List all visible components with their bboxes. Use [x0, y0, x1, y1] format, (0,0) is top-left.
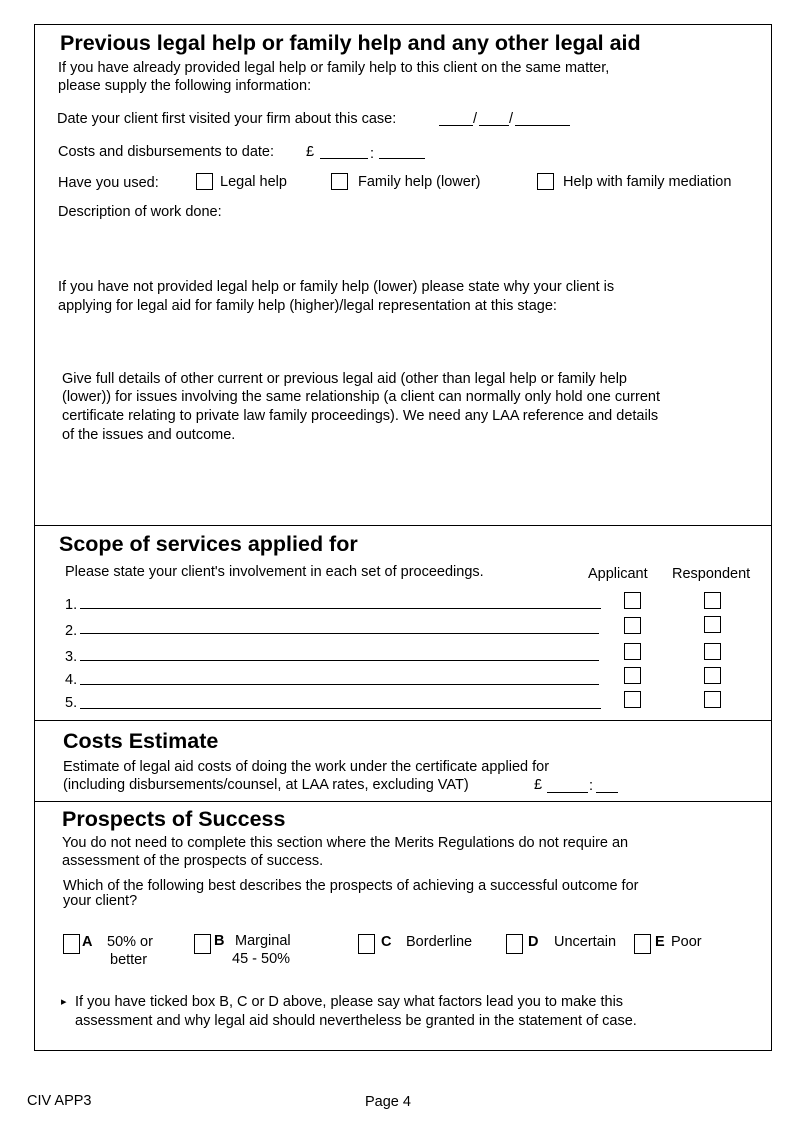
costs-heading: Costs Estimate [63, 729, 219, 753]
legal-help-checkbox[interactable] [196, 173, 213, 190]
scope-row-field-2[interactable] [80, 633, 599, 634]
page-number: Page 4 [365, 1094, 411, 1110]
prospect-b-label-line2: 45 - 50% [232, 951, 291, 967]
previous-intro-line2: please supply the following information: [58, 78, 312, 94]
family-mediation-checkbox[interactable] [537, 173, 554, 190]
prospects-question-line1: Which of the following best describes the prospects of achieving a successful outcome for [63, 878, 639, 894]
prospect-a-letter: A [82, 934, 93, 950]
form-code: CIV APP3 [27, 1093, 92, 1109]
scope-row-4-applicant-checkbox[interactable] [624, 667, 641, 684]
scope-row-number: 1. [65, 597, 78, 613]
not-provided-line2: applying for legal aid for family help (higher)/legal representation at this stage: [58, 298, 557, 314]
prospects-heading: Prospects of Success [62, 807, 286, 831]
applicant-column-header: Applicant [588, 566, 648, 582]
costs-to-date-currency: £ [306, 144, 315, 160]
costs-sep: : [589, 778, 594, 794]
other-aid-line2: (lower)) for issues involving the same relationship (a client can normally only hold one current [62, 389, 660, 405]
other-aid-line4: of the issues and outcome. [62, 427, 236, 443]
prospect-d-letter: D [528, 934, 539, 950]
prospect-b-label: Marginal [235, 933, 291, 949]
prospects-note-line2: assessment and why legal aid should nevertheless be granted in the statement of case. [75, 1013, 637, 1029]
description-label: Description of work done: [58, 204, 222, 220]
prospects-intro-line2: assessment of the prospects of success. [62, 853, 324, 869]
family-mediation-label: Help with family mediation [563, 174, 732, 190]
date-sep1: / [473, 111, 478, 127]
scope-row-5-applicant-checkbox[interactable] [624, 691, 641, 708]
prospect-c-label: Borderline [406, 934, 473, 950]
prospects-note-line1: If you have ticked box B, C or D above, please say what factors lead you to make this [75, 994, 624, 1010]
not-provided-line1: If you have not provided legal help or family help (lower) please state why your client is [58, 279, 615, 295]
divider-scope [34, 525, 772, 526]
scope-row-1-applicant-checkbox[interactable] [624, 592, 641, 609]
scope-row-number: 2. [65, 623, 78, 639]
prospect-a-label: 50% or [107, 934, 153, 950]
scope-row-5-respondent-checkbox[interactable] [704, 691, 721, 708]
divider-costs [34, 720, 772, 721]
scope-row-1-respondent-checkbox[interactable] [704, 592, 721, 609]
prospects-question-line2: your client? [63, 893, 138, 909]
family-help-lower-label: Family help (lower) [358, 174, 481, 190]
costs-line2: (including disbursements/counsel, at LAA rates, excluding VAT) [63, 777, 469, 793]
scope-row-3-respondent-checkbox[interactable] [704, 643, 721, 660]
scope-row-field-3[interactable] [80, 660, 599, 661]
date-year-field[interactable] [515, 125, 570, 126]
costs-line1: Estimate of legal aid costs of doing the work under the certificate applied for [63, 759, 550, 775]
costs-pounds-field[interactable] [547, 792, 588, 793]
scope-row-2-respondent-checkbox[interactable] [704, 616, 721, 633]
prospect-d-label: Uncertain [554, 934, 617, 950]
scope-instruction: Please state your client's involvement in each set of proceedings. [65, 564, 484, 580]
scope-row-number: 4. [65, 672, 78, 688]
scope-row-4-respondent-checkbox[interactable] [704, 667, 721, 684]
previous-heading: Previous legal help or family help and any other legal aid [60, 31, 641, 55]
costs-to-date-pence-field[interactable] [379, 158, 425, 159]
bullet-arrow-icon: ▸ [61, 996, 67, 1008]
prospect-e-letter: E [655, 934, 665, 950]
prospect-a-label-line2: better [110, 952, 148, 968]
prospect-a-checkbox[interactable] [63, 934, 80, 954]
costs-to-date-sep: : [370, 146, 375, 162]
other-aid-line1: Give full details of other current or previous legal aid (other than legal help or family help [62, 371, 627, 387]
scope-row-number: 3. [65, 649, 78, 665]
prospects-intro-line1: You do not need to complete this section where the Merits Regulations do not require an [62, 835, 629, 851]
prospect-c-checkbox[interactable] [358, 934, 375, 954]
have-used-label: Have you used: [58, 175, 159, 191]
prospect-e-checkbox[interactable] [634, 934, 651, 954]
legal-help-label: Legal help [220, 174, 287, 190]
date-label: Date your client first visited your firm about this case: [57, 111, 397, 127]
scope-row-field-4[interactable] [80, 684, 599, 685]
divider-prospects [34, 801, 772, 802]
previous-intro-line1: If you have already provided legal help or family help to this client on the same matter, [58, 60, 610, 76]
prospect-c-letter: C [381, 934, 392, 950]
family-help-lower-checkbox[interactable] [331, 173, 348, 190]
costs-to-date-pounds-field[interactable] [320, 158, 368, 159]
costs-currency: £ [534, 777, 543, 793]
prospect-e-label: Poor [671, 934, 702, 950]
scope-row-number: 5. [65, 695, 78, 711]
scope-row-2-applicant-checkbox[interactable] [624, 617, 641, 634]
date-month-field[interactable] [479, 125, 509, 126]
scope-row-field-1[interactable] [80, 608, 601, 609]
respondent-column-header: Respondent [672, 566, 751, 582]
prospect-d-checkbox[interactable] [506, 934, 523, 954]
scope-row-field-5[interactable] [80, 708, 601, 709]
date-sep2: / [509, 111, 514, 127]
scope-heading: Scope of services applied for [59, 532, 358, 556]
costs-to-date-label: Costs and disbursements to date: [58, 144, 275, 160]
costs-pence-field[interactable] [596, 792, 618, 793]
scope-row-3-applicant-checkbox[interactable] [624, 643, 641, 660]
prospect-b-letter: B [214, 933, 225, 949]
date-day-field[interactable] [439, 125, 473, 126]
other-aid-line3: certificate relating to private law family proceedings). We need any LAA reference and details [62, 408, 659, 424]
prospect-b-checkbox[interactable] [194, 934, 211, 954]
